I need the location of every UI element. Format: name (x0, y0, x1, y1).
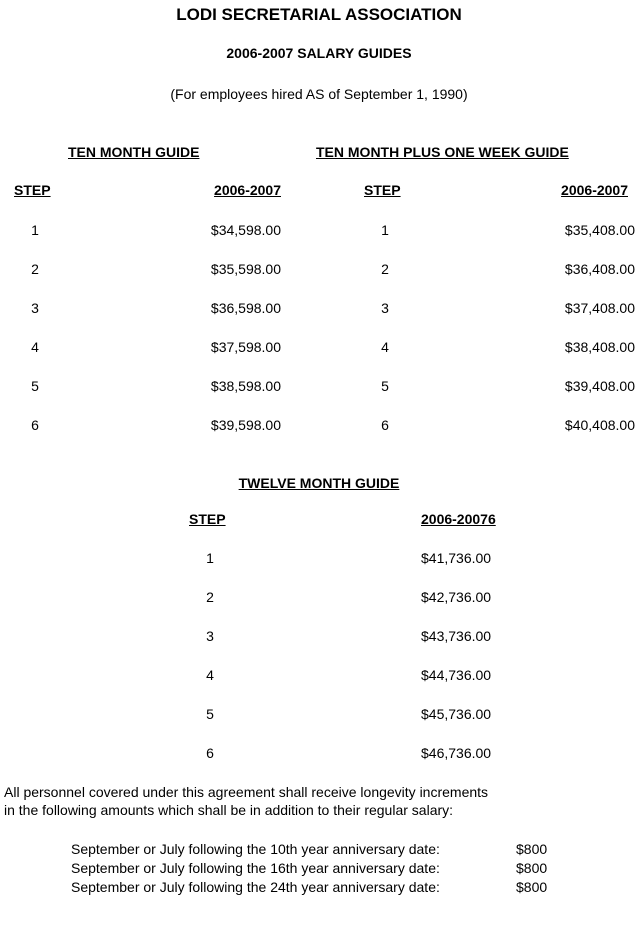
salary-amount: $36,598.00 (210, 300, 281, 316)
salary-amount: $35,408.00 (564, 222, 635, 238)
longevity-item-amount: $800 (516, 879, 548, 895)
ten-month-plus-guide-title: TEN MONTH PLUS ONE WEEK GUIDE (316, 144, 569, 160)
twelve-month-step-header: STEP (189, 511, 226, 527)
twelve-month-guide-title: TWELVE MONTH GUIDE (238, 475, 400, 491)
longevity-item-amount: $800 (516, 860, 548, 876)
step-number: 6 (206, 745, 214, 761)
salary-amount: $38,598.00 (210, 378, 281, 394)
step-number: 1 (31, 222, 39, 238)
salary-amount: $39,408.00 (564, 378, 635, 394)
salary-amount: $38,408.00 (564, 339, 635, 355)
longevity-item-amount: $800 (516, 841, 548, 857)
salary-amount: $34,598.00 (210, 222, 281, 238)
salary-amount: $36,408.00 (564, 261, 635, 277)
step-number: 5 (381, 378, 389, 394)
step-number: 6 (381, 417, 389, 433)
salary-amount: $42,736.00 (421, 589, 492, 605)
salary-amount: $37,598.00 (210, 339, 281, 355)
step-number: 3 (31, 300, 39, 316)
step-number: 1 (381, 222, 389, 238)
step-number: 2 (31, 261, 39, 277)
ten-month-year-header: 2006-2007 (214, 182, 281, 198)
longevity-item-text: September or July following the 16th year anniversary date: (71, 860, 440, 876)
ten-month-step-header: STEP (14, 182, 51, 198)
salary-amount: $43,736.00 (421, 628, 492, 644)
step-number: 2 (381, 261, 389, 277)
ten-month-plus-year-header: 2006-2007 (561, 182, 628, 198)
step-number: 1 (206, 550, 214, 566)
step-number: 3 (206, 628, 214, 644)
salary-amount: $46,736.00 (421, 745, 492, 761)
salary-amount: $41,736.00 (421, 550, 492, 566)
longevity-paragraph-line-1: All personnel covered under this agreement shall receive longevity increments (4, 784, 489, 800)
step-number: 4 (381, 339, 389, 355)
longevity-item-text: September or July following the 10th year anniversary date: (71, 841, 440, 857)
salary-amount: $37,408.00 (564, 300, 635, 316)
salary-amount: $45,736.00 (421, 706, 492, 722)
step-number: 4 (31, 339, 39, 355)
step-number: 2 (206, 589, 214, 605)
longevity-paragraph-line-2: in the following amounts which shall be in addition to their regular salary: (4, 802, 454, 818)
ten-month-plus-step-header: STEP (364, 182, 401, 198)
longevity-item-text: September or July following the 24th year anniversary date: (71, 879, 440, 895)
twelve-month-year-header: 2006-20076 (421, 511, 496, 527)
step-number: 5 (31, 378, 39, 394)
step-number: 5 (206, 706, 214, 722)
salary-amount: $40,408.00 (564, 417, 635, 433)
step-number: 4 (206, 667, 214, 683)
salary-amount: $35,598.00 (210, 261, 281, 277)
salary-amount: $44,736.00 (421, 667, 492, 683)
ten-month-guide-title: TEN MONTH GUIDE (68, 144, 200, 160)
eligibility-note: (For employees hired AS of September 1, 1990) (170, 86, 468, 102)
step-number: 6 (31, 417, 39, 433)
page-subtitle: 2006-2007 SALARY GUIDES (226, 45, 412, 61)
salary-amount: $39,598.00 (210, 417, 281, 433)
page-title: LODI SECRETARIAL ASSOCIATION (176, 5, 462, 24)
step-number: 3 (381, 300, 389, 316)
